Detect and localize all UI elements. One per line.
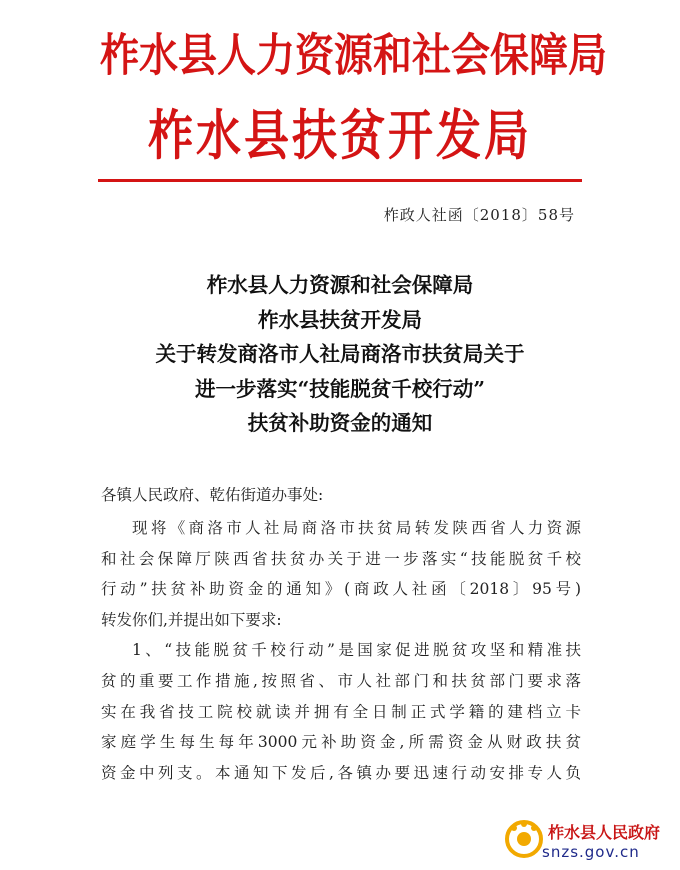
header-org-2: 柞水县扶贫开发局 <box>147 103 532 168</box>
document-number: 柞政人社函〔2018〕58号 <box>383 206 575 224</box>
watermark-site-url: snzs.gov.cn <box>542 843 640 861</box>
body-line: 转发你们,并提出如下要求: <box>101 610 282 629</box>
body-line: 行动”扶贫补助资金的通知》(商政人社函〔2018〕95号) <box>101 580 581 599</box>
body-line: 现将《商洛市人社局商洛市扶贫局转发陕西省人力资源 <box>132 519 581 537</box>
title-line: 关于转发商洛市人社局商洛市扶贫局关于 <box>155 342 525 366</box>
body-line: 资金中列支。本通知下发后,各镇办要迅速行动安排专人负 <box>101 763 581 782</box>
body-text <box>101 513 581 788</box>
document-title <box>100 268 580 441</box>
title-line: 柞水县人力资源和社会保障局 <box>206 273 474 297</box>
header-red-rule <box>98 179 582 182</box>
body-line: 实在我省技工院校就读并拥有全日制正式学籍的建档立卡 <box>101 702 581 721</box>
title-line: 柞水县扶贫开发局 <box>258 307 422 332</box>
header-org-1: 柞水县人力资源和社会保障局 <box>100 29 608 82</box>
site-watermark <box>498 815 676 867</box>
body-line: 家庭学生每生每年3000元补助资金,所需资金从财政扶贫 <box>101 733 581 752</box>
body-line: 贫的重要工作措施,按照省、市人社部门和扶贫部门要求落 <box>101 671 581 690</box>
title-line: 扶贫补助资金的通知 <box>247 411 433 435</box>
title-line: 进一步落实“技能脱贫千校行动” <box>194 376 486 401</box>
body-line: 和社会保障厅陕西省扶贫办关于进一步落实“技能脱贫千校 <box>101 549 581 568</box>
government-logo-icon <box>504 819 544 859</box>
watermark-site-name: 柞水县人民政府 <box>548 823 661 842</box>
body-line: 1、“技能脱贫千校行动”是国家促进脱贫攻坚和精准扶 <box>132 641 581 660</box>
salutation: 各镇人民政府、乾佑街道办事处: <box>101 486 324 504</box>
